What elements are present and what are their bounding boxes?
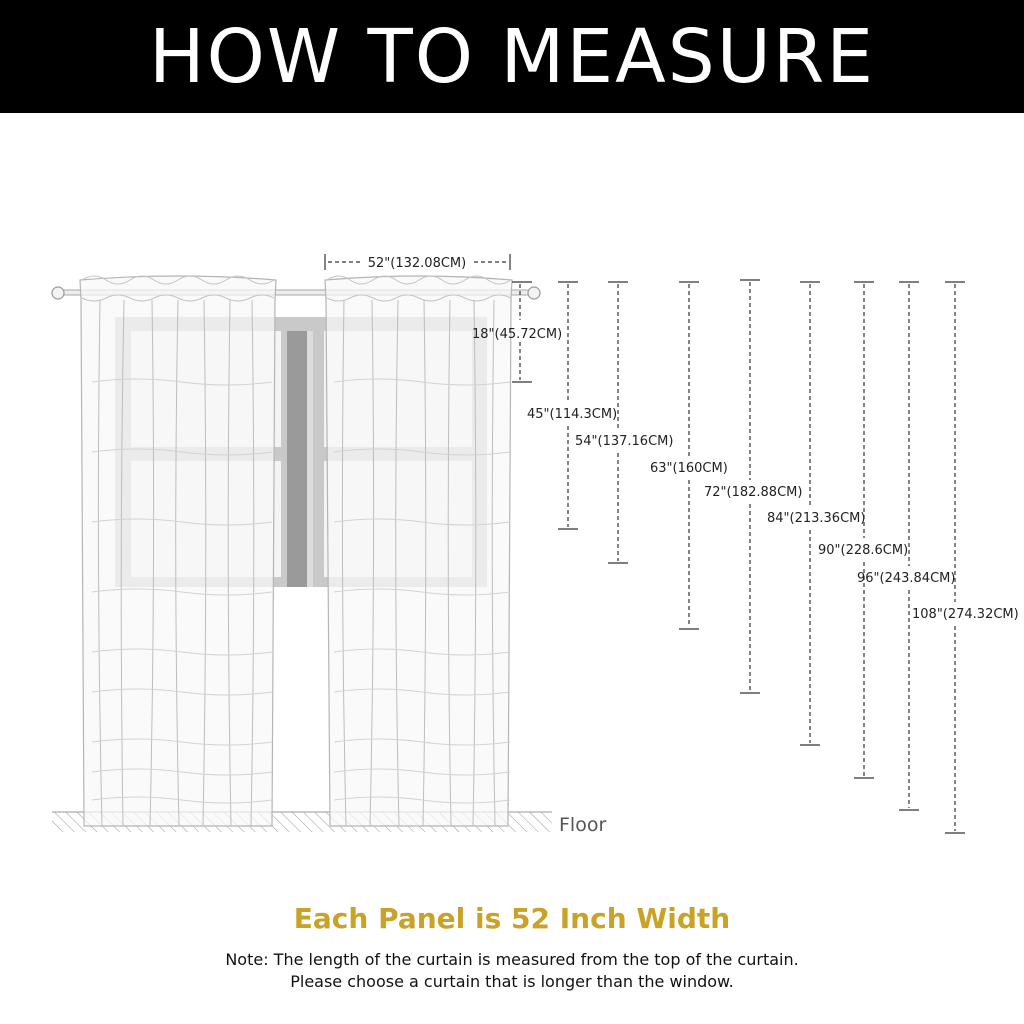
note-line-2: Please choose a curtain that is longer than the window. <box>290 972 734 991</box>
note-line-1: Note: The length of the curtain is measured from the top of the curtain. <box>225 950 799 969</box>
length-label-4: 72"(182.88CM) <box>704 485 803 500</box>
length-line-6 <box>818 282 908 778</box>
panel-width-label: 52"(132.08CM) <box>367 256 467 271</box>
length-line-4 <box>704 280 802 693</box>
length-line-5 <box>767 282 865 745</box>
length-label-2: 54"(137.16CM) <box>575 434 674 449</box>
length-label-6: 90"(228.6CM) <box>818 543 909 558</box>
length-line-2 <box>575 282 673 563</box>
length-label-1: 45"(114.3CM) <box>527 407 618 422</box>
measuring-note <box>0 949 1024 993</box>
floor-label: Floor <box>559 814 607 836</box>
length-label-7: 96"(243.84CM) <box>857 571 956 586</box>
curtain-panel-right <box>325 276 512 826</box>
length-line-1 <box>527 282 617 529</box>
page-title: HOW TO MEASURE <box>148 13 876 100</box>
length-line-8 <box>912 282 1019 833</box>
length-label-5: 84"(213.36CM) <box>767 511 866 526</box>
length-measurements <box>527 280 1019 833</box>
rod-drop-label: 18"(45.72CM) <box>472 327 563 342</box>
curtain-panel-left <box>80 276 276 826</box>
length-line-3 <box>650 282 728 629</box>
length-label-8: 108"(274.32CM) <box>912 607 1019 622</box>
panel-width-heading: Each Panel is 52 Inch Width <box>293 902 731 935</box>
length-label-3: 63"(160CM) <box>650 461 728 476</box>
